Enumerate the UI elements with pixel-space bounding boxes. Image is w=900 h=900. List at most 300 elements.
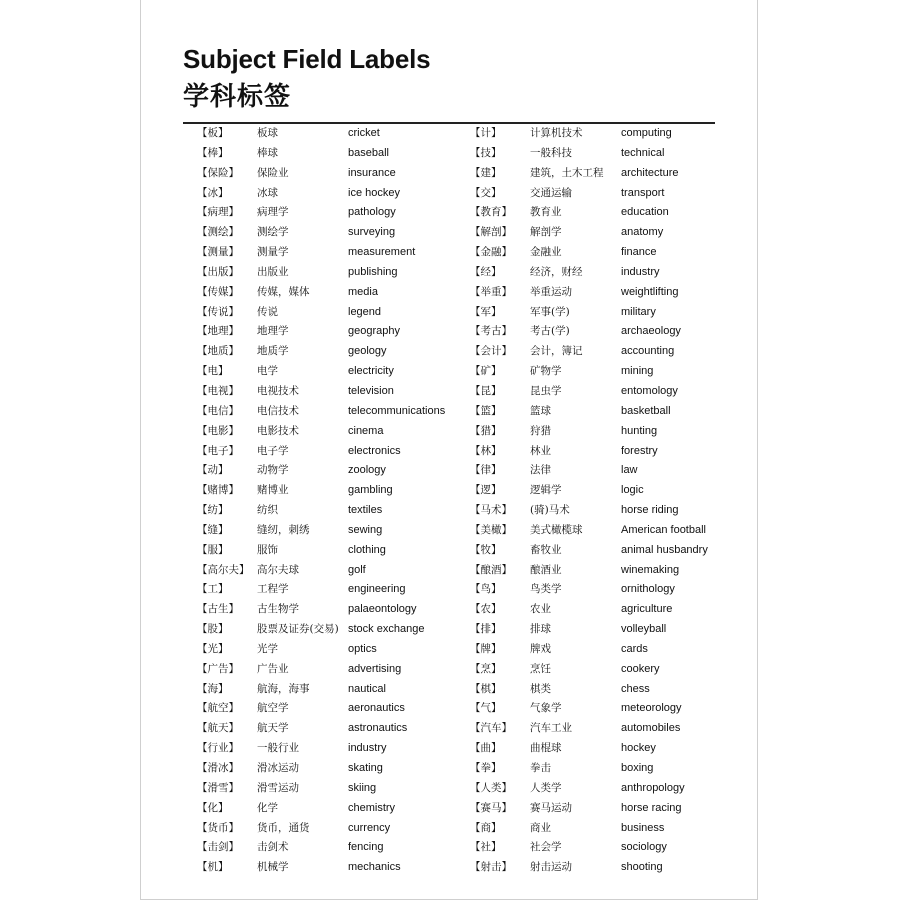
label-row	[197, 362, 467, 382]
subject-label: 【缝】	[197, 523, 229, 536]
chinese-term: 击剑术	[257, 841, 289, 854]
subject-label: 【滑雪】	[197, 781, 239, 794]
subject-label: 【牧】	[470, 543, 502, 556]
subject-label: 【昆】	[470, 384, 502, 397]
subject-label: 【棋】	[470, 682, 502, 695]
label-row	[470, 322, 740, 342]
label-row	[197, 124, 467, 144]
chinese-term: 会计，簿记	[530, 345, 583, 358]
chinese-term: 电学	[257, 365, 278, 378]
chinese-term: 法律	[530, 464, 551, 477]
subject-label: 【滑冰】	[197, 762, 239, 774]
subject-label: 【棒】	[197, 146, 229, 159]
label-row	[197, 759, 467, 779]
label-row	[470, 759, 740, 779]
subject-label: 【牌】	[470, 642, 502, 655]
subject-label: 【板】	[197, 127, 229, 139]
english-term: finance	[621, 246, 657, 259]
english-term: cookery	[621, 662, 660, 675]
page-title-english: Subject Field Labels	[183, 44, 431, 74]
english-term: basketball	[621, 404, 671, 417]
chinese-term: (骑)马术	[530, 504, 570, 517]
chinese-term: 测量学	[257, 246, 289, 259]
label-row	[197, 223, 467, 243]
english-term: clothing	[348, 543, 386, 556]
chinese-term: 动物学	[257, 464, 289, 477]
label-row	[197, 481, 467, 501]
subject-label: 【保险】	[197, 166, 239, 179]
subject-label: 【人类】	[470, 781, 512, 794]
subject-label: 【古生】	[197, 603, 239, 616]
english-term: education	[621, 206, 669, 219]
label-row	[197, 739, 467, 759]
subject-label: 【冰】	[197, 186, 229, 199]
subject-label: 【教育】	[470, 206, 512, 219]
english-term: sewing	[348, 523, 383, 536]
left-column	[197, 124, 467, 878]
english-term: weightlifting	[621, 285, 679, 298]
subject-label: 【电信】	[197, 404, 239, 417]
chinese-term: 板球	[257, 127, 278, 139]
english-term: palaeontology	[348, 603, 417, 616]
english-term: shooting	[621, 861, 663, 874]
english-term: agriculture	[621, 603, 673, 616]
chinese-term: 化学	[257, 801, 278, 814]
subject-label: 【曲】	[470, 742, 502, 755]
chinese-term: 商业	[530, 821, 551, 834]
subject-label: 【拳】	[470, 762, 502, 774]
label-row	[470, 799, 740, 819]
chinese-term: 农业	[530, 603, 551, 616]
label-row	[470, 283, 740, 303]
chinese-term: 解剖学	[530, 226, 562, 239]
english-term: pathology	[348, 206, 396, 219]
label-row	[470, 779, 740, 799]
subject-label: 【金融】	[470, 246, 512, 259]
label-row	[470, 521, 740, 541]
label-row	[197, 521, 467, 541]
english-term: legend	[348, 305, 382, 318]
english-term: business	[621, 821, 665, 834]
subject-label: 【电】	[197, 365, 229, 378]
english-term: currency	[348, 821, 391, 834]
english-term: accounting	[621, 345, 675, 358]
english-term: television	[348, 384, 394, 397]
english-term: mining	[621, 365, 654, 378]
english-term: skating	[348, 762, 383, 774]
label-row	[197, 699, 467, 719]
label-row	[470, 481, 740, 501]
chinese-term: 航空学	[257, 702, 289, 715]
subject-label: 【建】	[470, 166, 502, 179]
english-term: logic	[621, 484, 644, 497]
label-row	[470, 402, 740, 422]
subject-label: 【林】	[470, 444, 502, 457]
label-row	[197, 184, 467, 204]
label-row	[197, 580, 467, 600]
label-row	[197, 283, 467, 303]
english-term: forestry	[621, 444, 658, 457]
chinese-term: 气象学	[530, 702, 562, 715]
chinese-term: 地理学	[257, 325, 289, 338]
english-term: mechanics	[348, 861, 401, 874]
english-term: anatomy	[621, 226, 664, 239]
english-term: chess	[621, 682, 650, 695]
english-term: sociology	[621, 841, 667, 854]
label-row	[197, 501, 467, 521]
label-row	[470, 263, 740, 283]
chinese-term: 赛马运动	[530, 801, 572, 814]
label-row	[197, 779, 467, 799]
label-row	[470, 303, 740, 323]
subject-label: 【计】	[470, 127, 502, 139]
chinese-term: 逻辑学	[530, 484, 562, 497]
subject-label: 【社】	[470, 841, 502, 854]
label-row	[197, 382, 467, 402]
english-term: animal husbandry	[621, 543, 708, 556]
label-row	[470, 660, 740, 680]
chinese-term: 传媒，媒体	[257, 285, 310, 298]
chinese-term: 鸟类学	[530, 583, 562, 596]
subject-label: 【航天】	[197, 722, 239, 735]
chinese-term: 病理学	[257, 206, 289, 219]
subject-label: 【经】	[470, 265, 502, 278]
subject-label: 【汽车】	[470, 722, 512, 735]
chinese-term: 货币，通货	[257, 821, 310, 834]
label-row	[197, 263, 467, 283]
chinese-term: 滑雪运动	[257, 781, 299, 794]
chinese-term: 缝纫，刺绣	[257, 523, 310, 536]
chinese-term: 经济，财经	[530, 265, 583, 278]
chinese-term: 赌博业	[257, 484, 289, 497]
chinese-term: 一般科技	[530, 146, 572, 159]
subject-label: 【传媒】	[197, 285, 239, 298]
chinese-term: 地质学	[257, 345, 289, 358]
chinese-term: 昆虫学	[530, 384, 562, 397]
english-term: cricket	[348, 127, 380, 139]
subject-label: 【电子】	[197, 444, 239, 457]
chinese-term: 牌戏	[530, 642, 551, 655]
english-term: cinema	[348, 424, 384, 437]
subject-label: 【商】	[470, 821, 502, 834]
chinese-term: 狩猎	[530, 424, 551, 437]
english-term: gambling	[348, 484, 393, 497]
label-row	[470, 422, 740, 442]
chinese-term: 纺织	[257, 504, 278, 517]
english-term: automobiles	[621, 722, 681, 735]
english-term: telecommunications	[348, 404, 446, 417]
chinese-term: 美式橄榄球	[530, 523, 583, 536]
english-term: electricity	[348, 365, 394, 378]
chinese-term: 烹饪	[530, 662, 551, 675]
english-term: hockey	[621, 742, 656, 755]
label-row	[197, 660, 467, 680]
chinese-term: 举重运动	[530, 285, 572, 298]
subject-label: 【电影】	[197, 424, 239, 437]
label-row	[197, 422, 467, 442]
page-title-chinese: 学科标签	[183, 82, 292, 112]
label-row	[470, 620, 740, 640]
english-term: American football	[621, 523, 706, 536]
english-term: law	[621, 464, 638, 477]
english-term: skiing	[348, 781, 377, 794]
subject-label: 【交】	[470, 186, 502, 199]
subject-label: 【美橄】	[470, 523, 512, 536]
english-term: technical	[621, 146, 665, 159]
english-term: horse riding	[621, 504, 679, 517]
english-term: architecture	[621, 166, 679, 179]
label-row	[197, 799, 467, 819]
english-term: boxing	[621, 762, 654, 774]
label-row	[470, 461, 740, 481]
subject-label: 【酿酒】	[470, 563, 512, 576]
english-term: industry	[348, 742, 387, 755]
english-term: fencing	[348, 841, 384, 854]
chinese-term: 教育业	[530, 206, 562, 219]
chinese-term: 航海，海事	[257, 682, 310, 695]
label-row	[197, 640, 467, 660]
english-term: industry	[621, 265, 660, 278]
label-row	[470, 739, 740, 759]
english-term: horse racing	[621, 801, 682, 814]
subject-label: 【股】	[197, 623, 229, 636]
subject-label: 【技】	[470, 146, 502, 159]
english-term: zoology	[348, 464, 386, 477]
english-term: geography	[348, 325, 400, 338]
subject-label: 【马术】	[470, 504, 512, 517]
chinese-term: 军事(学)	[530, 305, 570, 318]
english-term: optics	[348, 642, 377, 655]
english-term: aeronautics	[348, 702, 405, 715]
label-row	[470, 501, 740, 521]
subject-label: 【病理】	[197, 206, 239, 219]
subject-label: 【军】	[470, 305, 502, 318]
english-term: ornithology	[621, 583, 675, 596]
subject-label: 【出版】	[197, 265, 239, 278]
chinese-term: 测绘学	[257, 226, 289, 239]
chinese-term: 古生物学	[257, 603, 299, 616]
subject-label: 【货币】	[197, 821, 239, 834]
chinese-term: 射击运动	[530, 861, 572, 874]
chinese-term: 畜牧业	[530, 543, 562, 556]
label-row	[197, 203, 467, 223]
label-row	[470, 223, 740, 243]
english-term: hunting	[621, 424, 658, 437]
chinese-term: 航天学	[257, 722, 289, 735]
subject-label: 【篮】	[470, 404, 502, 417]
subject-label: 【排】	[470, 623, 502, 636]
subject-label: 【测绘】	[197, 226, 239, 239]
label-row	[470, 819, 740, 839]
english-term: anthropology	[621, 781, 685, 794]
english-term: golf	[348, 563, 366, 576]
label-row	[470, 680, 740, 700]
chinese-term: 一般行业	[257, 742, 299, 755]
english-term: electronics	[348, 444, 401, 457]
label-row	[197, 838, 467, 858]
chinese-term: 曲棍球	[530, 742, 562, 755]
label-row	[470, 442, 740, 462]
subject-label: 【鸟】	[470, 583, 502, 596]
label-row	[470, 541, 740, 561]
chinese-term: 篮球	[530, 404, 551, 417]
label-row	[470, 699, 740, 719]
chinese-term: 社会学	[530, 841, 562, 854]
subject-label: 【考古】	[470, 325, 512, 338]
subject-label: 【化】	[197, 801, 229, 814]
chinese-term: 考古(学)	[530, 325, 570, 338]
subject-label: 【电视】	[197, 384, 239, 397]
english-term: surveying	[348, 226, 396, 239]
chinese-term: 汽车工业	[530, 722, 572, 735]
label-row	[197, 680, 467, 700]
english-term: archaeology	[621, 325, 681, 338]
english-term: cards	[621, 642, 648, 655]
english-term: computing	[621, 127, 672, 139]
chinese-term: 电视技术	[257, 384, 299, 397]
chinese-term: 机械学	[257, 861, 289, 874]
english-term: engineering	[348, 583, 406, 596]
label-row	[470, 203, 740, 223]
label-row	[197, 600, 467, 620]
label-row	[470, 342, 740, 362]
subject-label: 【射击】	[470, 861, 512, 874]
subject-label: 【传说】	[197, 305, 239, 318]
chinese-term: 人类学	[530, 781, 562, 794]
english-term: chemistry	[348, 801, 396, 814]
subject-label: 【击剑】	[197, 841, 239, 854]
chinese-term: 酿酒业	[530, 563, 562, 576]
subject-label: 【动】	[197, 464, 229, 477]
label-row	[197, 858, 467, 878]
label-row	[470, 858, 740, 878]
label-row	[197, 719, 467, 739]
label-row	[197, 322, 467, 342]
english-term: military	[621, 305, 656, 318]
subject-label: 【矿】	[470, 365, 502, 378]
subject-label: 【航空】	[197, 702, 239, 715]
english-term: baseball	[348, 146, 389, 159]
chinese-term: 棋类	[530, 682, 551, 695]
label-row	[197, 541, 467, 561]
chinese-term: 拳击	[530, 762, 551, 774]
label-row	[470, 124, 740, 144]
english-term: textiles	[348, 504, 383, 517]
english-term: geology	[348, 345, 387, 358]
english-term: publishing	[348, 265, 398, 278]
english-term: astronautics	[348, 722, 408, 735]
label-row	[197, 620, 467, 640]
label-row	[470, 561, 740, 581]
chinese-term: 计算机技术	[530, 127, 583, 139]
chinese-term: 高尔夫球	[257, 563, 299, 576]
subject-label: 【地质】	[197, 345, 239, 358]
label-row	[197, 144, 467, 164]
english-term: entomology	[621, 384, 678, 397]
label-row	[470, 640, 740, 660]
label-row	[470, 144, 740, 164]
chinese-term: 矿物学	[530, 365, 562, 378]
label-row	[197, 442, 467, 462]
chinese-term: 保险业	[257, 166, 289, 179]
chinese-term: 传说	[257, 305, 278, 318]
english-term: ice hockey	[348, 186, 400, 199]
subject-label: 【广告】	[197, 662, 239, 675]
subject-label: 【猎】	[470, 424, 502, 437]
chinese-term: 排球	[530, 623, 551, 636]
subject-label: 【测量】	[197, 246, 239, 259]
label-row	[470, 164, 740, 184]
label-row	[197, 243, 467, 263]
english-term: meteorology	[621, 702, 682, 715]
subject-label: 【解剖】	[470, 226, 512, 239]
label-row	[470, 838, 740, 858]
subject-label: 【逻】	[470, 484, 502, 497]
chinese-term: 服饰	[257, 543, 278, 556]
subject-label: 【会计】	[470, 345, 512, 358]
subject-label: 【光】	[197, 642, 229, 655]
subject-label: 【地理】	[197, 325, 239, 338]
english-term: media	[348, 285, 378, 298]
chinese-term: 交通运输	[530, 186, 572, 199]
chinese-term: 林业	[530, 444, 551, 457]
subject-label: 【赌博】	[197, 484, 239, 497]
label-row	[470, 184, 740, 204]
label-row	[470, 719, 740, 739]
subject-label: 【工】	[197, 583, 229, 596]
chinese-term: 光学	[257, 642, 278, 655]
subject-label: 【行业】	[197, 742, 239, 755]
label-row	[197, 461, 467, 481]
subject-label: 【举重】	[470, 285, 512, 298]
label-row	[197, 402, 467, 422]
label-row	[197, 303, 467, 323]
chinese-term: 工程学	[257, 583, 289, 596]
label-row	[470, 580, 740, 600]
subject-label: 【农】	[470, 603, 502, 616]
english-term: advertising	[348, 662, 402, 675]
right-column	[470, 124, 740, 878]
chinese-term: 股票及证券(交易)	[257, 623, 339, 636]
label-row	[197, 342, 467, 362]
subject-label: 【律】	[470, 464, 502, 477]
label-row	[197, 561, 467, 581]
chinese-term: 滑冰运动	[257, 762, 299, 774]
chinese-term: 金融业	[530, 246, 562, 259]
chinese-term: 电影技术	[257, 424, 299, 437]
chinese-term: 广告业	[257, 662, 289, 675]
chinese-term: 建筑，土木工程	[530, 166, 604, 179]
label-row	[470, 362, 740, 382]
english-term: winemaking	[621, 563, 680, 576]
label-row	[197, 164, 467, 184]
label-row	[470, 382, 740, 402]
chinese-term: 电子学	[257, 444, 289, 457]
label-row	[470, 600, 740, 620]
subject-label: 【气】	[470, 702, 502, 715]
english-term: measurement	[348, 246, 416, 259]
chinese-term: 电信技术	[257, 404, 299, 417]
subject-label: 【高尔夫】	[197, 563, 250, 576]
english-term: transport	[621, 186, 665, 199]
english-term: nautical	[348, 682, 386, 695]
english-term: volleyball	[621, 623, 667, 636]
subject-label: 【服】	[197, 543, 229, 556]
subject-label: 【烹】	[470, 662, 502, 675]
english-term: insurance	[348, 166, 396, 179]
chinese-term: 棒球	[257, 146, 278, 159]
chinese-term: 冰球	[257, 186, 278, 199]
